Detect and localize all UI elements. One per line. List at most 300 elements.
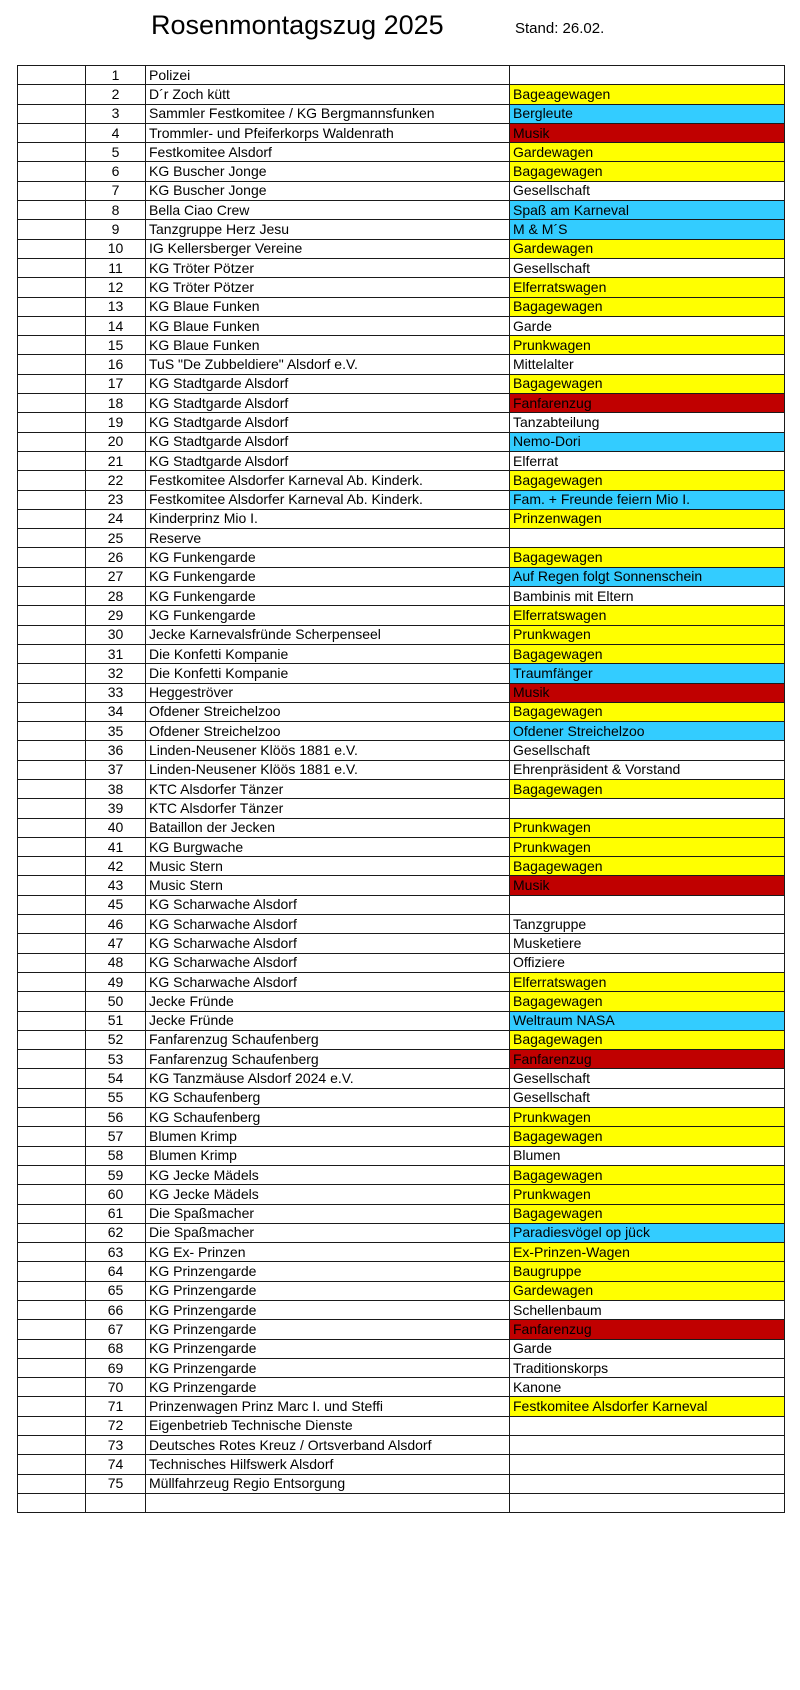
group-name: KG Tröter Pötzer: [146, 278, 510, 297]
empty-cell: [18, 567, 86, 586]
empty-cell: [18, 1146, 86, 1165]
stand-date: Stand: 26.02.: [515, 20, 605, 37]
empty-cell: [18, 972, 86, 991]
unit-label: Traumfänger: [510, 664, 785, 683]
group-name: KG Stadtgarde Alsdorf: [146, 432, 510, 451]
unit-label: Bagagewagen: [510, 702, 785, 721]
row-number: 51: [86, 1011, 146, 1030]
group-name: Sammler Festkomitee / KG Bergmannsfunken: [146, 104, 510, 123]
row-number: 7: [86, 181, 146, 200]
group-name: KG Schaufenberg: [146, 1088, 510, 1107]
empty-cell: [18, 104, 86, 123]
row-number: 20: [86, 432, 146, 451]
table-row: [18, 336, 785, 355]
unit-label: Gesellschaft: [510, 1069, 785, 1088]
empty-cell: [18, 702, 86, 721]
unit-label: Bambinis mit Eltern: [510, 587, 785, 606]
table-row: [18, 548, 785, 567]
row-number: 32: [86, 664, 146, 683]
table-row: [18, 664, 785, 683]
table-row: [18, 934, 785, 953]
table-row: [18, 837, 785, 856]
group-name: [146, 1493, 510, 1512]
group-name: KG Ex- Prinzen: [146, 1243, 510, 1262]
unit-label: Gardewagen: [510, 1281, 785, 1300]
row-number: 18: [86, 394, 146, 413]
empty-cell: [18, 336, 86, 355]
table-row: [18, 972, 785, 991]
empty-cell: [18, 895, 86, 914]
empty-cell: [18, 1204, 86, 1223]
group-name: KG Funkengarde: [146, 548, 510, 567]
row-number: 50: [86, 992, 146, 1011]
row-number: 13: [86, 297, 146, 316]
empty-cell: [18, 1050, 86, 1069]
table-row: [18, 394, 785, 413]
group-name: KG Funkengarde: [146, 606, 510, 625]
unit-label: Bagagewagen: [510, 1204, 785, 1223]
unit-label: Gardewagen: [510, 143, 785, 162]
group-name: Linden-Neusener Klöös 1881 e.V.: [146, 760, 510, 779]
unit-label: Garde: [510, 1339, 785, 1358]
unit-label: Prinzenwagen: [510, 509, 785, 528]
table-row: [18, 1281, 785, 1300]
empty-cell: [18, 374, 86, 393]
row-number: 59: [86, 1165, 146, 1184]
group-name: KG Stadtgarde Alsdorf: [146, 413, 510, 432]
empty-cell: [18, 779, 86, 798]
unit-label: Elferratswagen: [510, 278, 785, 297]
unit-label: [510, 799, 785, 818]
empty-cell: [18, 529, 86, 548]
group-name: KG Jecke Mädels: [146, 1185, 510, 1204]
group-name: Ofdener Streichelzoo: [146, 722, 510, 741]
group-name: KG Blaue Funken: [146, 316, 510, 335]
group-name: KG Jecke Mädels: [146, 1165, 510, 1184]
empty-cell: [18, 220, 86, 239]
empty-cell: [18, 1339, 86, 1358]
table-row: [18, 567, 785, 586]
group-name: Reserve: [146, 529, 510, 548]
unit-label: Kanone: [510, 1378, 785, 1397]
row-number: 55: [86, 1088, 146, 1107]
table-row: [18, 1416, 785, 1435]
parade-table-body: [18, 66, 785, 1513]
unit-label: Fanfarenzug: [510, 1320, 785, 1339]
unit-label: Garde: [510, 316, 785, 335]
row-number: 4: [86, 123, 146, 142]
table-row: [18, 606, 785, 625]
row-number: 69: [86, 1358, 146, 1377]
empty-cell: [18, 722, 86, 741]
unit-label: Bagagewagen: [510, 1030, 785, 1049]
unit-label: Prunkwagen: [510, 625, 785, 644]
table-row: [18, 529, 785, 548]
empty-cell: [18, 66, 86, 85]
table-row: [18, 1185, 785, 1204]
empty-cell: [18, 297, 86, 316]
group-name: Trommler- und Pfeiferkorps Waldenrath: [146, 123, 510, 142]
table-row: [18, 1088, 785, 1107]
table-row: [18, 1301, 785, 1320]
group-name: Heggeströver: [146, 683, 510, 702]
empty-cell: [18, 664, 86, 683]
table-row: [18, 1262, 785, 1281]
unit-label: Bagagewagen: [510, 992, 785, 1011]
row-number: 37: [86, 760, 146, 779]
group-name: Die Spaßmacher: [146, 1223, 510, 1242]
row-number: 71: [86, 1397, 146, 1416]
row-number: 61: [86, 1204, 146, 1223]
table-row: [18, 683, 785, 702]
table-row: [18, 316, 785, 335]
empty-cell: [18, 644, 86, 663]
empty-cell: [18, 934, 86, 953]
empty-cell: [18, 548, 86, 567]
row-number: 15: [86, 336, 146, 355]
empty-cell: [18, 1301, 86, 1320]
row-number: 12: [86, 278, 146, 297]
unit-label: Bagagewagen: [510, 297, 785, 316]
group-name: Fanfarenzug Schaufenberg: [146, 1030, 510, 1049]
group-name: KG Prinzengarde: [146, 1281, 510, 1300]
empty-cell: [18, 818, 86, 837]
row-number: 16: [86, 355, 146, 374]
unit-label: Musik: [510, 683, 785, 702]
table-row: [18, 1397, 785, 1416]
page-title: Rosenmontagszug 2025: [151, 10, 444, 40]
group-name: Festkomitee Alsdorfer Karneval Ab. Kinderk.: [146, 490, 510, 509]
table-row: [18, 722, 785, 741]
empty-cell: [18, 683, 86, 702]
empty-cell: [18, 239, 86, 258]
group-name: KTC Alsdorfer Tänzer: [146, 779, 510, 798]
unit-label: Bagagewagen: [510, 548, 785, 567]
row-number: 54: [86, 1069, 146, 1088]
empty-cell: [18, 876, 86, 895]
table-row: [18, 992, 785, 1011]
empty-cell: [18, 432, 86, 451]
group-name: Festkomitee Alsdorf: [146, 143, 510, 162]
empty-cell: [18, 857, 86, 876]
unit-label: Spaß am Karneval: [510, 201, 785, 220]
row-number: 48: [86, 953, 146, 972]
group-name: Die Konfetti Kompanie: [146, 644, 510, 663]
row-number: 10: [86, 239, 146, 258]
table-row: [18, 1050, 785, 1069]
empty-cell: [18, 162, 86, 181]
table-row: [18, 1011, 785, 1030]
row-number: 60: [86, 1185, 146, 1204]
table-row: [18, 587, 785, 606]
table-row: [18, 625, 785, 644]
group-name: Music Stern: [146, 857, 510, 876]
group-name: KG Blaue Funken: [146, 297, 510, 316]
table-row: [18, 258, 785, 277]
empty-cell: [18, 1185, 86, 1204]
table-row: [18, 1223, 785, 1242]
empty-cell: [18, 1165, 86, 1184]
unit-label: Paradiesvögel op jück: [510, 1223, 785, 1242]
unit-label: Elferratswagen: [510, 972, 785, 991]
empty-cell: [18, 451, 86, 470]
unit-label: Bagagewagen: [510, 779, 785, 798]
unit-label: Bagagewagen: [510, 374, 785, 393]
unit-label: [510, 1474, 785, 1493]
group-name: Blumen Krimp: [146, 1146, 510, 1165]
row-number: 14: [86, 316, 146, 335]
group-name: KG Blaue Funken: [146, 336, 510, 355]
group-name: KG Stadtgarde Alsdorf: [146, 451, 510, 470]
group-name: KG Scharwache Alsdorf: [146, 953, 510, 972]
empty-cell: [18, 316, 86, 335]
unit-label: Prunkwagen: [510, 1185, 785, 1204]
unit-label: Bagagewagen: [510, 471, 785, 490]
table-row: [18, 471, 785, 490]
table-row: [18, 1108, 785, 1127]
table-row: [18, 1146, 785, 1165]
empty-cell: [18, 1455, 86, 1474]
table-row: [18, 953, 785, 972]
group-name: KG Scharwache Alsdorf: [146, 915, 510, 934]
table-row: [18, 1339, 785, 1358]
empty-cell: [18, 355, 86, 374]
unit-label: Musik: [510, 876, 785, 895]
table-row: [18, 1127, 785, 1146]
empty-cell: [18, 1378, 86, 1397]
unit-label: Gesellschaft: [510, 258, 785, 277]
group-name: KG Scharwache Alsdorf: [146, 934, 510, 953]
group-name: Jecke Fründe: [146, 1011, 510, 1030]
group-name: KG Tröter Pötzer: [146, 258, 510, 277]
row-number: 64: [86, 1262, 146, 1281]
group-name: KG Burgwache: [146, 837, 510, 856]
group-name: KG Prinzengarde: [146, 1301, 510, 1320]
row-number: 33: [86, 683, 146, 702]
unit-label: [510, 66, 785, 85]
group-name: Die Spaßmacher: [146, 1204, 510, 1223]
unit-label: Prunkwagen: [510, 1108, 785, 1127]
row-number: 72: [86, 1416, 146, 1435]
group-name: Polizei: [146, 66, 510, 85]
unit-label: Bergleute: [510, 104, 785, 123]
table-row: [18, 1165, 785, 1184]
empty-cell: [18, 1223, 86, 1242]
table-row: [18, 779, 785, 798]
empty-cell: [18, 625, 86, 644]
unit-label: Baugruppe: [510, 1262, 785, 1281]
group-name: KG Prinzengarde: [146, 1358, 510, 1377]
empty-cell: [18, 799, 86, 818]
empty-cell: [18, 1397, 86, 1416]
group-name: Bataillon der Jecken: [146, 818, 510, 837]
table-row: [18, 1204, 785, 1223]
table-row: [18, 162, 785, 181]
empty-cell: [18, 413, 86, 432]
unit-label: [510, 1455, 785, 1474]
group-name: Deutsches Rotes Kreuz / Ortsverband Alsdorf: [146, 1436, 510, 1455]
row-number: 9: [86, 220, 146, 239]
unit-label: Fanfarenzug: [510, 1050, 785, 1069]
unit-label: Ehrenpräsident & Vorstand: [510, 760, 785, 779]
unit-label: Gesellschaft: [510, 181, 785, 200]
row-number: 1: [86, 66, 146, 85]
group-name: KG Buscher Jonge: [146, 181, 510, 200]
row-number: 56: [86, 1108, 146, 1127]
group-name: Linden-Neusener Klöös 1881 e.V.: [146, 741, 510, 760]
row-number: 42: [86, 857, 146, 876]
table-row: [18, 432, 785, 451]
table-row: [18, 644, 785, 663]
empty-cell: [18, 1493, 86, 1512]
row-number: 36: [86, 741, 146, 760]
table-row: [18, 509, 785, 528]
table-row: [18, 818, 785, 837]
unit-label: Bageagewagen: [510, 85, 785, 104]
table-row: [18, 278, 785, 297]
empty-cell: [18, 471, 86, 490]
group-name: IG Kellersberger Vereine: [146, 239, 510, 258]
unit-label: Prunkwagen: [510, 818, 785, 837]
row-number: 24: [86, 509, 146, 528]
empty-cell: [18, 837, 86, 856]
unit-label: M & M´S: [510, 220, 785, 239]
empty-cell: [18, 1088, 86, 1107]
row-number: 38: [86, 779, 146, 798]
unit-label: Bagagewagen: [510, 162, 785, 181]
unit-label: Prunkwagen: [510, 837, 785, 856]
table-row: [18, 1243, 785, 1262]
row-number: 19: [86, 413, 146, 432]
group-name: Music Stern: [146, 876, 510, 895]
group-name: TuS "De Zubbeldiere" Alsdorf e.V.: [146, 355, 510, 374]
empty-cell: [18, 1320, 86, 1339]
row-number: 53: [86, 1050, 146, 1069]
group-name: KG Schaufenberg: [146, 1108, 510, 1127]
row-number: 26: [86, 548, 146, 567]
row-number: 40: [86, 818, 146, 837]
group-name: KG Buscher Jonge: [146, 162, 510, 181]
table-row: [18, 1030, 785, 1049]
unit-label: Weltraum NASA: [510, 1011, 785, 1030]
row-number: 28: [86, 587, 146, 606]
unit-label: [510, 1436, 785, 1455]
row-number: 8: [86, 201, 146, 220]
group-name: KG Tanzmäuse Alsdorf 2024 e.V.: [146, 1069, 510, 1088]
row-number: 45: [86, 895, 146, 914]
group-name: KG Prinzengarde: [146, 1320, 510, 1339]
unit-label: Nemo-Dori: [510, 432, 785, 451]
table-row: [18, 1493, 785, 1512]
empty-cell: [18, 143, 86, 162]
row-number: 11: [86, 258, 146, 277]
row-number: 47: [86, 934, 146, 953]
group-name: D´r Zoch kütt: [146, 85, 510, 104]
table-row: [18, 66, 785, 85]
table-row: [18, 201, 785, 220]
empty-cell: [18, 201, 86, 220]
row-number: 73: [86, 1436, 146, 1455]
unit-label: Bagagewagen: [510, 1127, 785, 1146]
table-row: [18, 1474, 785, 1493]
row-number: 30: [86, 625, 146, 644]
unit-label: [510, 529, 785, 548]
row-number: 67: [86, 1320, 146, 1339]
unit-label: Fam. + Freunde feiern Mio I.: [510, 490, 785, 509]
empty-cell: [18, 760, 86, 779]
group-name: KG Scharwache Alsdorf: [146, 895, 510, 914]
table-row: [18, 915, 785, 934]
unit-label: Gardewagen: [510, 239, 785, 258]
group-name: Jecke Fründe: [146, 992, 510, 1011]
empty-cell: [18, 1030, 86, 1049]
empty-cell: [18, 1127, 86, 1146]
table-row: [18, 355, 785, 374]
table-row: [18, 1358, 785, 1377]
empty-cell: [18, 587, 86, 606]
table-row: [18, 1320, 785, 1339]
empty-cell: [18, 1243, 86, 1262]
group-name: Fanfarenzug Schaufenberg: [146, 1050, 510, 1069]
unit-label: Fanfarenzug: [510, 394, 785, 413]
table-row: [18, 104, 785, 123]
unit-label: Schellenbaum: [510, 1301, 785, 1320]
unit-label: Gesellschaft: [510, 1088, 785, 1107]
group-name: Kinderprinz Mio I.: [146, 509, 510, 528]
empty-cell: [18, 509, 86, 528]
unit-label: Bagagewagen: [510, 857, 785, 876]
row-number: 39: [86, 799, 146, 818]
empty-cell: [18, 85, 86, 104]
row-number: 27: [86, 567, 146, 586]
empty-cell: [18, 258, 86, 277]
table-row: [18, 741, 785, 760]
empty-cell: [18, 1416, 86, 1435]
group-name: KG Stadtgarde Alsdorf: [146, 374, 510, 393]
table-row: [18, 374, 785, 393]
table-row: [18, 181, 785, 200]
empty-cell: [18, 123, 86, 142]
table-row: [18, 895, 785, 914]
table-row: [18, 760, 785, 779]
row-number: 65: [86, 1281, 146, 1300]
group-name: KG Stadtgarde Alsdorf: [146, 394, 510, 413]
empty-cell: [18, 1011, 86, 1030]
empty-cell: [18, 1262, 86, 1281]
empty-cell: [18, 953, 86, 972]
table-row: [18, 1069, 785, 1088]
unit-label: Musik: [510, 123, 785, 142]
group-name: KG Funkengarde: [146, 587, 510, 606]
unit-label: Blumen: [510, 1146, 785, 1165]
table-row: [18, 702, 785, 721]
empty-cell: [18, 1436, 86, 1455]
table-row: [18, 239, 785, 258]
row-number: 70: [86, 1378, 146, 1397]
row-number: 5: [86, 143, 146, 162]
empty-cell: [18, 915, 86, 934]
empty-cell: [18, 741, 86, 760]
empty-cell: [18, 490, 86, 509]
row-number: 41: [86, 837, 146, 856]
empty-cell: [18, 1358, 86, 1377]
row-number: [86, 1493, 146, 1512]
group-name: Ofdener Streichelzoo: [146, 702, 510, 721]
row-number: 21: [86, 451, 146, 470]
group-name: Prinzenwagen Prinz Marc I. und Steffi: [146, 1397, 510, 1416]
unit-label: Elferratswagen: [510, 606, 785, 625]
group-name: Jecke Karnevalsfründe Scherpenseel: [146, 625, 510, 644]
